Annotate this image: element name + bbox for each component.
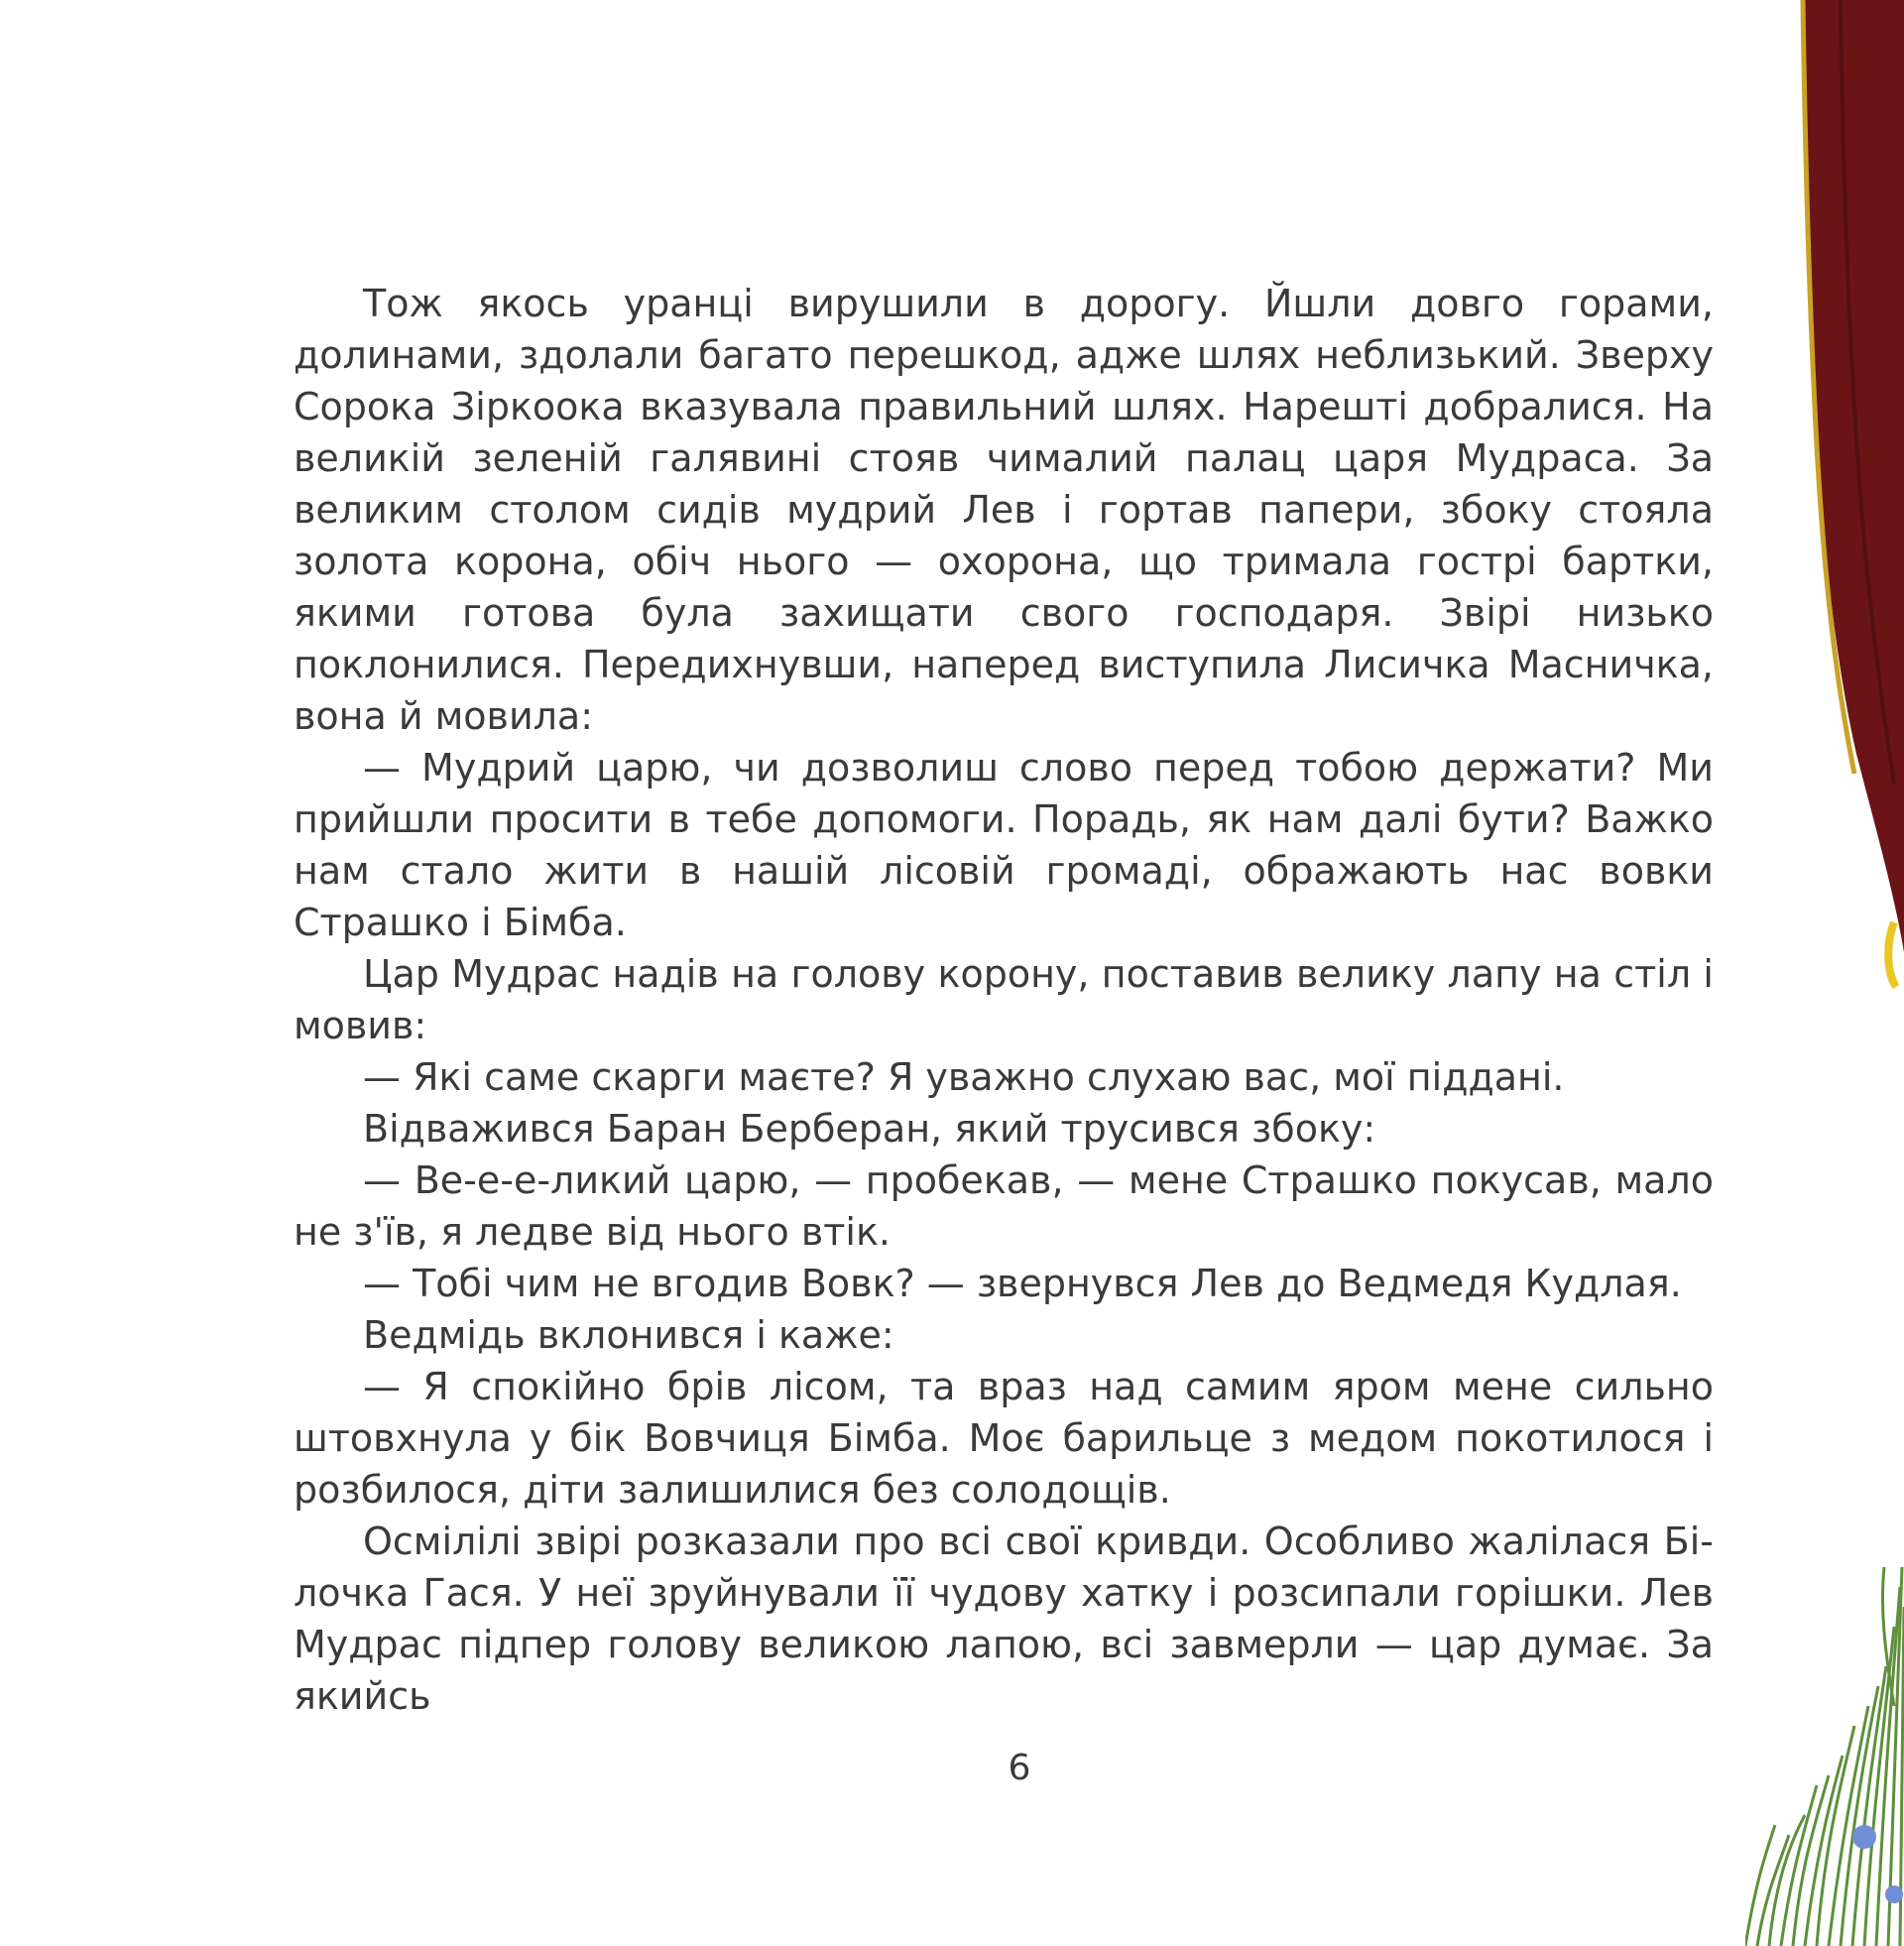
paragraph: Тож якось уранці вирушили в дорогу. Йшли довго горами, долинами, здолали багато перешкод, адже шлях неблизький. Зверху Сорока Зіркоока вказувала правильний шлях. Нарешті добралися. На великій зеленій галявині стояв чималий палац царя Мудраса. За великим столом сидів мудрий Лев і гортав папери, збоку стояла золота корона, обіч нього — охорона, що тримала гострі бартки, якими готова була захищати свого господаря. Звірі низько поклонилися. Передихнувши, наперед виступила Лисичка Масничка, вона й мовила:: [294, 282, 1714, 738]
paragraph: — Мудрий царю, чи дозволиш слово перед тобою держати? Ми прийшли просити в тебе допомоги. Порадь, як нам далі бути? Важко нам стало жити в нашій лісовій громаді, ображають нас вовки Страшко і Бімба.: [294, 746, 1714, 944]
page-number: 6: [1008, 1748, 1031, 1788]
paragraph: — Тобі чим не вгодив Вовк? — звернувся Лев до Ведмедя Кудлая.: [363, 1262, 1682, 1305]
paragraph: Відважився Баран Берберан, який трусився збоку:: [363, 1107, 1376, 1151]
paragraph: — Які саме скарги маєте? Я уважно слухаю вас, мої піддані.: [363, 1055, 1565, 1099]
paragraph: Ведмідь вклонився і каже:: [363, 1313, 894, 1357]
story-text: [294, 278, 1714, 1722]
paragraph: — Я спокійно брів лісом, та враз над самим яром мене сильно штовхнула у бік Вовчиця Бімба. Моє барильце з медом покотилося і розбилося, діти залишилися без солодощів.: [294, 1365, 1714, 1512]
yellow-accent: [1888, 922, 1896, 987]
grass-icon: [1745, 1567, 1904, 1946]
curtain-and-grass-illustration: [1745, 0, 1904, 1946]
paragraph: Цар Мудрас надів на голову корону, поставив велику лапу на стіл і мовив:: [294, 952, 1714, 1047]
paragraph: Осмілілі звірі розказали про всі свої кривди. Особливо жалілася Білочка Гася. У неї зруйнували її чудову хатку і розсипали горішки. Лев Мудрас підпер голову великою лапою, всі завмерли — цар думає. За якийсь: [294, 1520, 1714, 1718]
paragraph: — Ве-е-е-ликий царю, — пробекав, — мене Страшко покусав, мало не з'їв, я ледве від нього втік.: [294, 1158, 1714, 1254]
